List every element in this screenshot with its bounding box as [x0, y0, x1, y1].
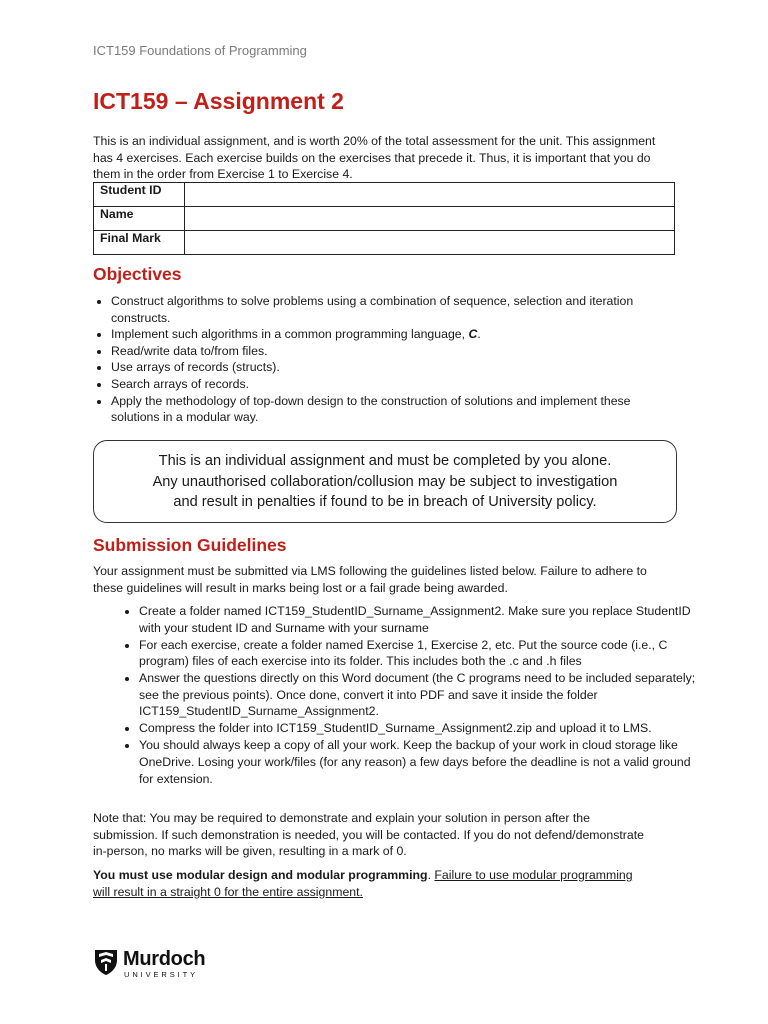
individual-assignment-notice	[93, 440, 677, 523]
language-name: C	[468, 327, 478, 342]
list-item: • For each exercise, create a folder named Exercise 1, Exercise 2, etc. Put the source code (i.e., C program) files of each exercise into its folder. This includes both the .c and .h files	[139, 637, 699, 670]
name-value	[185, 207, 675, 231]
final-mark-value	[185, 231, 675, 255]
course-header: ICT159 Foundations of Programming	[93, 43, 307, 58]
table-row	[94, 231, 675, 255]
submission-intro: Your assignment must be submitted via LMS following the guidelines listed below. Failure to adhere to these guidelines will result in marks being lost or a fail grade being awarded.	[93, 564, 647, 595]
page-title: ICT159 – Assignment 2	[93, 88, 344, 114]
objectives-heading: Objectives	[93, 264, 182, 284]
list-item-suffix: .	[477, 327, 481, 342]
notice-line: This is an individual assignment and must be completed by you alone.	[158, 453, 612, 469]
list-item: • Use arrays of records (structs).	[111, 359, 671, 376]
list-item: • You should always keep a copy of all your work. Keep the backup of your work in cloud storage like OneDrive. Losing your work/files (for any reason) a few days before the deadline is not a valid ground for extension.	[139, 737, 699, 787]
student-info-table	[93, 182, 675, 255]
list-item: • Construct algorithms to solve problems using a combination of sequence, selection and iteration constructs.	[111, 293, 671, 326]
intro-paragraph: This is an individual assignment, and is worth 20% of the total assessment for the unit. This assignment has 4 exercises. Each exercise builds on the exercises that precede it. Thus, it is important that you do them in the order from Exercise 1 to Exercise 4.	[93, 134, 656, 182]
warning-separator: .	[427, 868, 435, 882]
list-item: • Answer the questions directly on this Word document (the C programs need to be included separately; see the previous points). Once done, convert it into PDF and save it inside the folder ICT159_StudentID_Surname_Assignment2.	[139, 670, 699, 720]
submission-heading: Submission Guidelines	[93, 535, 287, 555]
notice-line: and result in penalties if found to be in breach of University policy.	[173, 494, 597, 510]
university-logo	[93, 948, 223, 980]
crest-icon	[93, 948, 119, 976]
list-item: • Create a folder named ICT159_StudentID_Surname_Assignment2. Make sure you replace StudentID with your student ID and Surname with your surname	[139, 603, 699, 636]
student-id-label: Student ID	[94, 183, 185, 207]
list-item: • Search arrays of records.	[111, 376, 671, 393]
modular-warning	[93, 867, 653, 900]
table-row	[94, 207, 675, 231]
objectives-list	[93, 293, 671, 426]
table-row	[94, 183, 675, 207]
list-item-text: Implement such algorithms in a common programming language,	[111, 327, 469, 342]
list-item	[111, 326, 671, 343]
notice-line: Any unauthorised collaboration/collusion may be subject to investigation	[152, 473, 618, 490]
student-id-value	[185, 183, 675, 207]
logo-subtitle: UNIVERSITY	[124, 970, 199, 979]
demonstration-note: Note that: You may be required to demonstrate and explain your solution in person after the submission. If such demonstration is needed, you will be contacted. If you do not defend/demonstrate in-person, no marks will be given, resulting in a mark of 0.	[93, 811, 644, 859]
name-label: Name	[94, 207, 185, 231]
list-item: • Read/write data to/from files.	[111, 343, 671, 360]
warning-bold-text: You must use modular design and modular programming	[93, 868, 428, 882]
list-item: • Apply the methodology of top-down design to the construction of solutions and implement these solutions in a modular way.	[111, 393, 671, 426]
warning-underlined-text: Failure to use modular programming will result in a straight 0 for the entire assignment.	[93, 868, 633, 899]
logo-wordmark: Murdoch	[123, 948, 206, 970]
list-item: • Compress the folder into ICT159_StudentID_Surname_Assignment2.zip and upload it to LMS.	[139, 720, 699, 737]
submission-list	[93, 603, 699, 787]
final-mark-label: Final Mark	[94, 231, 185, 255]
